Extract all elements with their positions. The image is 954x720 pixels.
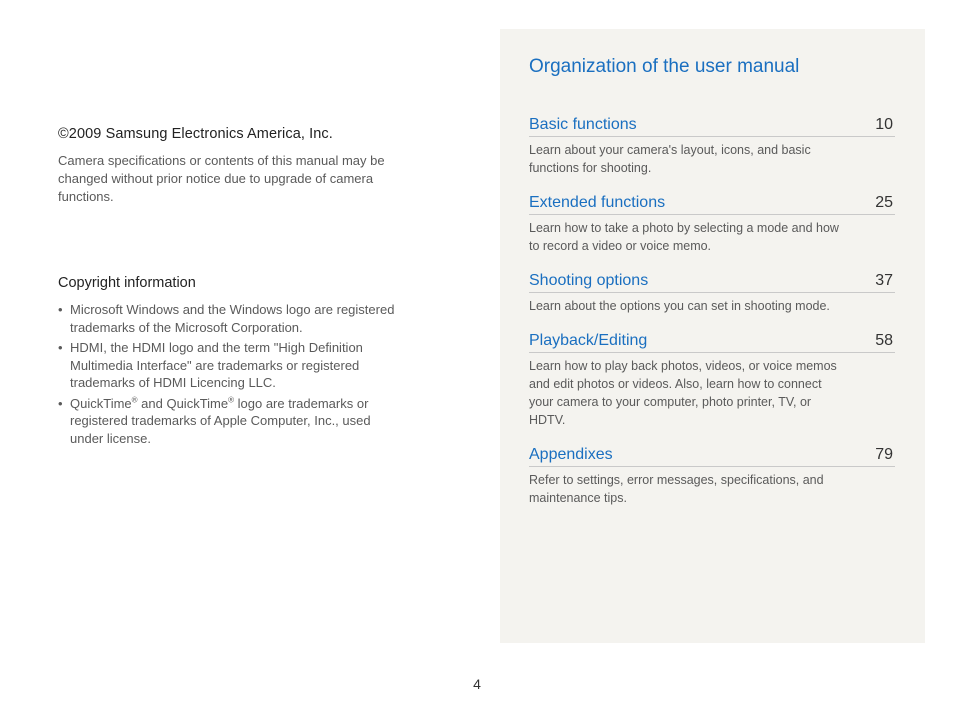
toc-entry-header: [529, 446, 895, 467]
copyright-section: [58, 275, 403, 450]
notice-section: [58, 126, 418, 206]
bullet-glyph: •: [58, 395, 63, 411]
toc-entry-description: Learn how to take a photo by selecting a mode and how to record a video or voice memo.: [529, 221, 839, 253]
trademark-text: Microsoft Windows and the Windows logo are registered trademarks of the Microsoft Corporation.: [70, 302, 395, 335]
toc-entry-header: [529, 194, 895, 215]
registered-mark: ®: [131, 395, 138, 405]
bullet-glyph: •: [58, 302, 63, 317]
toc-panel: [500, 29, 925, 643]
toc-entry-link[interactable]: Shooting options: [529, 272, 649, 289]
toc-entry-header: [529, 272, 895, 293]
toc-entry-basic-functions[interactable]: [529, 116, 895, 177]
toc-entry-link[interactable]: Playback/Editing: [529, 332, 648, 349]
trademark-text: and QuickTime: [137, 395, 229, 411]
trademark-text: HDMI, the HDMI logo and the term "High Definition Multimedia Interface" are trademarks or registered trademarks of HDMI Licencing LLC.: [70, 340, 363, 390]
trademark-item: [58, 395, 403, 448]
toc-entry-page: 37: [875, 272, 893, 289]
toc-entry-description: Learn about your camera's layout, icons, and basic functions for shooting.: [529, 143, 811, 175]
bullet-glyph: •: [58, 340, 63, 355]
toc-title: Organization of the user manual: [529, 56, 800, 77]
copyright-heading: Copyright information: [58, 275, 196, 291]
trademark-item: [58, 339, 403, 392]
toc-entry-header: [529, 332, 895, 353]
toc-entry-page: 79: [875, 446, 893, 463]
specification-notice: Camera specifications or contents of this manual may be changed without prior notice due to upgrade of camera functions.: [58, 153, 385, 204]
toc-entry-description: Learn about the options you can set in shooting mode.: [529, 299, 830, 313]
toc-entry-page: 58: [875, 332, 893, 349]
toc-entry-description: Refer to settings, error messages, specifications, and maintenance tips.: [529, 473, 824, 505]
toc-entry-description: Learn how to play back photos, videos, or voice memos and edit photos or videos. Also, learn how to connect your camera to your computer, photo printer, TV, or HDTV.: [529, 359, 837, 427]
trademark-list: [58, 301, 403, 447]
toc-entry-page: 25: [875, 194, 893, 211]
toc-entry-link[interactable]: Basic functions: [529, 116, 637, 133]
toc-entry-shooting-options[interactable]: [529, 272, 895, 315]
toc-entry-extended-functions[interactable]: [529, 194, 895, 255]
trademark-item: [58, 301, 403, 336]
copyright-owner: ©2009 Samsung Electronics America, Inc.: [58, 126, 333, 142]
toc-entry-link[interactable]: Appendixes: [529, 446, 613, 463]
registered-mark: ®: [228, 395, 235, 405]
page-number: 4: [473, 676, 481, 692]
toc-entry-appendixes[interactable]: [529, 446, 895, 507]
toc-entry-header: [529, 116, 895, 137]
trademark-text: logo are trademarks or registered trademarks of Apple Computer, Inc., used under license.: [70, 395, 371, 446]
toc-entry-page: 10: [875, 116, 893, 133]
trademark-text: QuickTime: [70, 395, 132, 411]
toc-entry-link[interactable]: Extended functions: [529, 194, 666, 211]
toc-entry-playback-editing[interactable]: [529, 332, 895, 429]
